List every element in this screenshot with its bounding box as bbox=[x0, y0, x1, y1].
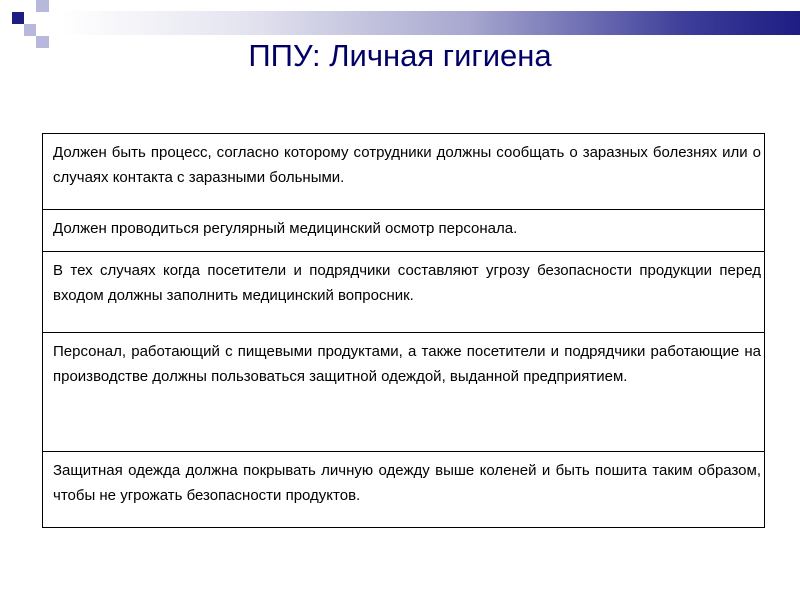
decor-square-light bbox=[36, 0, 49, 12]
header-gradient-bar bbox=[60, 11, 800, 35]
decor-square-light bbox=[24, 24, 36, 36]
table-row bbox=[43, 252, 765, 333]
table-cell: Защитная одежда должна покрывать личную одежду выше коленей и быть пошита таким образом, чтобы не угрожать безопасности продуктов. bbox=[43, 452, 765, 528]
table-row bbox=[43, 134, 765, 210]
table-cell: Должен проводиться регулярный медицинский осмотр персонала. bbox=[43, 210, 765, 252]
table-row bbox=[43, 333, 765, 452]
table-cell: Должен быть процесс, согласно которому сотрудники должны сообщать о заразных болезнях или о случаях контакта с заразными больными. bbox=[43, 134, 765, 210]
table-row bbox=[43, 452, 765, 528]
requirements-table bbox=[42, 133, 765, 528]
table-cell: В тех случаях когда посетители и подрядчики составляют угрозу безопасности продукции перед входом должны заполнить медицинский вопросник. bbox=[43, 252, 765, 333]
slide-title: ППУ: Личная гигиена bbox=[248, 38, 552, 73]
decor-square-dark bbox=[12, 12, 24, 24]
table-cell: Персонал, работающий с пищевыми продуктами, а также посетители и подрядчики работающие на производстве должны пользоваться защитной одеждой, выданной предприятием. bbox=[43, 333, 765, 452]
table-row bbox=[43, 210, 765, 252]
